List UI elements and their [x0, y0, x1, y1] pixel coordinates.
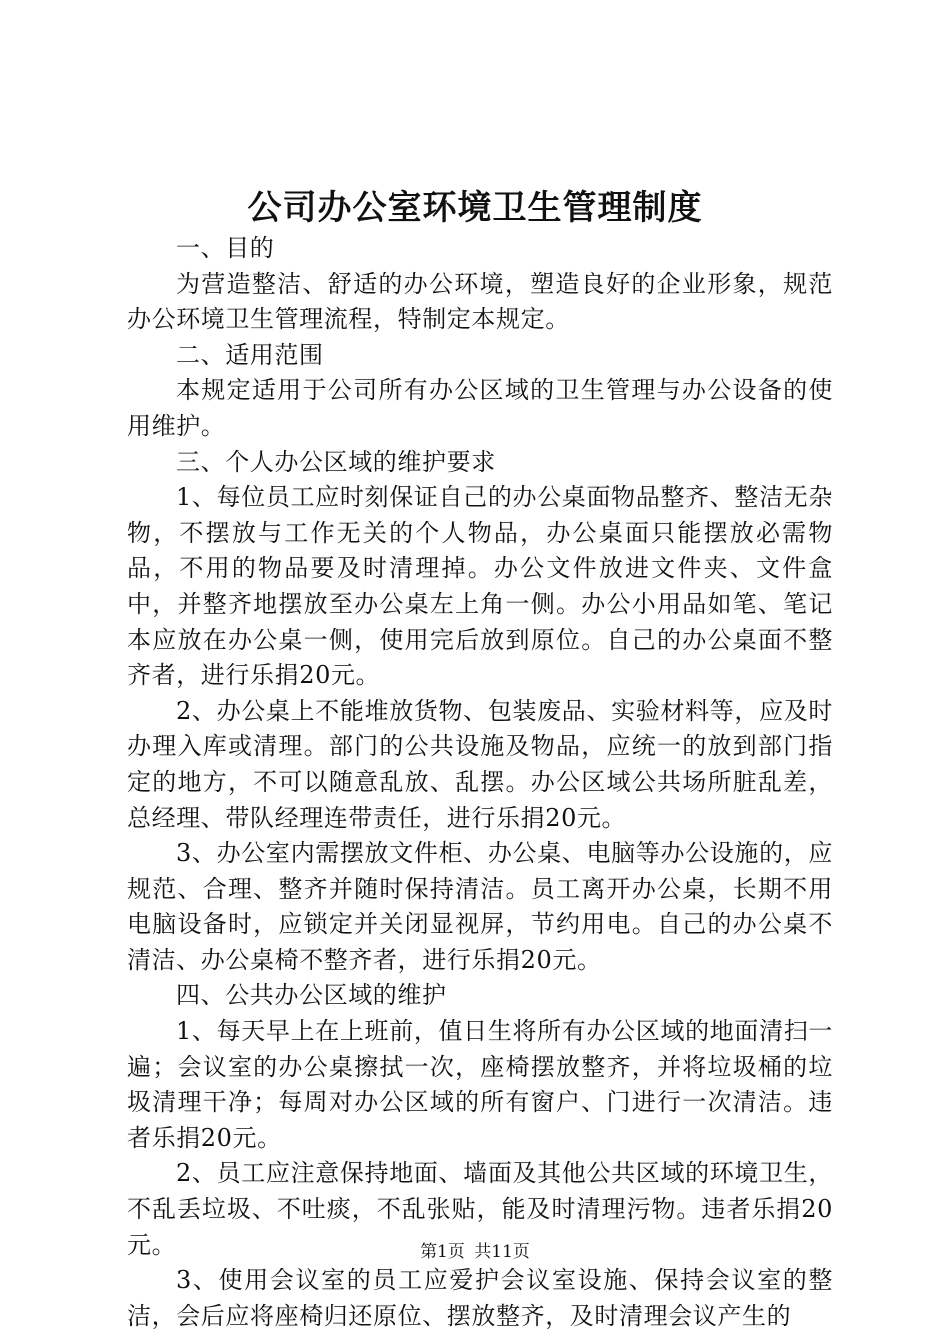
page-total: 共11页 [474, 1242, 530, 1262]
document-body [127, 231, 833, 1334]
paragraph: 3、办公室内需摆放文件柜、办公桌、电脑等办公设施的，应规范、合理、整齐并随时保持清洁。员工离开办公桌，长期不用电脑设备时，应锁定并关闭显视屏，节约用电。自己的办公桌不清洁、办公桌椅不整齐者，进行乐捐20元。 [127, 839, 833, 974]
paragraph: 2、员工应注意保持地面、墙面及其他公共区域的环境卫生，不乱丢垃圾、不吐痰，不乱张贴，能及时清理污物。违者乐捐20元。 [127, 1159, 833, 1259]
page-number: 第1页 [420, 1242, 465, 1262]
page-footer [0, 1240, 950, 1264]
section-heading: 一、目的 [176, 234, 275, 262]
paragraph: 3、使用会议室的员工应爱护会议室设施、保持会议室的整洁，会后应将座椅归还原位、摆放整齐，及时清理会议产生的 [127, 1266, 833, 1330]
paragraph: 为营造整洁、舒适的办公环境，塑造良好的企业形象，规范办公环境卫生管理流程，特制定本规定。 [127, 269, 833, 334]
section-heading: 二、适用范围 [176, 340, 324, 369]
section-heading: 四、公共办公区域的维护 [176, 981, 447, 1010]
paragraph: 1、每位员工应时刻保证自己的办公桌面物品整齐、整洁无杂物，不摆放与工作无关的个人物品，办公桌面只能摆放必需物品，不用的物品要及时清理掉。办公文件放进文件夹、文件盒中，并整齐地摆放至办公桌左上角一侧。办公小用品如笔、笔记本应放在办公桌一侧，使用完后放到原位。自己的办公桌面不整齐者，进行乐捐20元。 [127, 483, 833, 690]
paragraph: 2、办公桌上不能堆放货物、包装废品、实验材料等，应及时办理入库或清理。部门的公共设施及物品，应统一的放到部门指定的地方，不可以随意乱放、乱摆。办公区域公共场所脏乱差，总经理、带队经理连带责任，进行乐捐20元。 [127, 696, 833, 832]
paragraph: 本规定适用于公司所有办公区域的卫生管理与办公设备的使用维护。 [127, 376, 833, 440]
paragraph: 1、每天早上在上班前，值日生将所有办公区域的地面清扫一遍；会议室的办公桌擦拭一次，座椅摆放整齐，并将垃圾桶的垃圾清理干净；每周对办公区域的所有窗户、门进行一次清洁。违者乐捐20元。 [127, 1017, 833, 1152]
document-title: 公司办公室环境卫生管理制度 [247, 188, 703, 228]
section-heading: 三、个人办公区域的维护要求 [176, 447, 496, 476]
